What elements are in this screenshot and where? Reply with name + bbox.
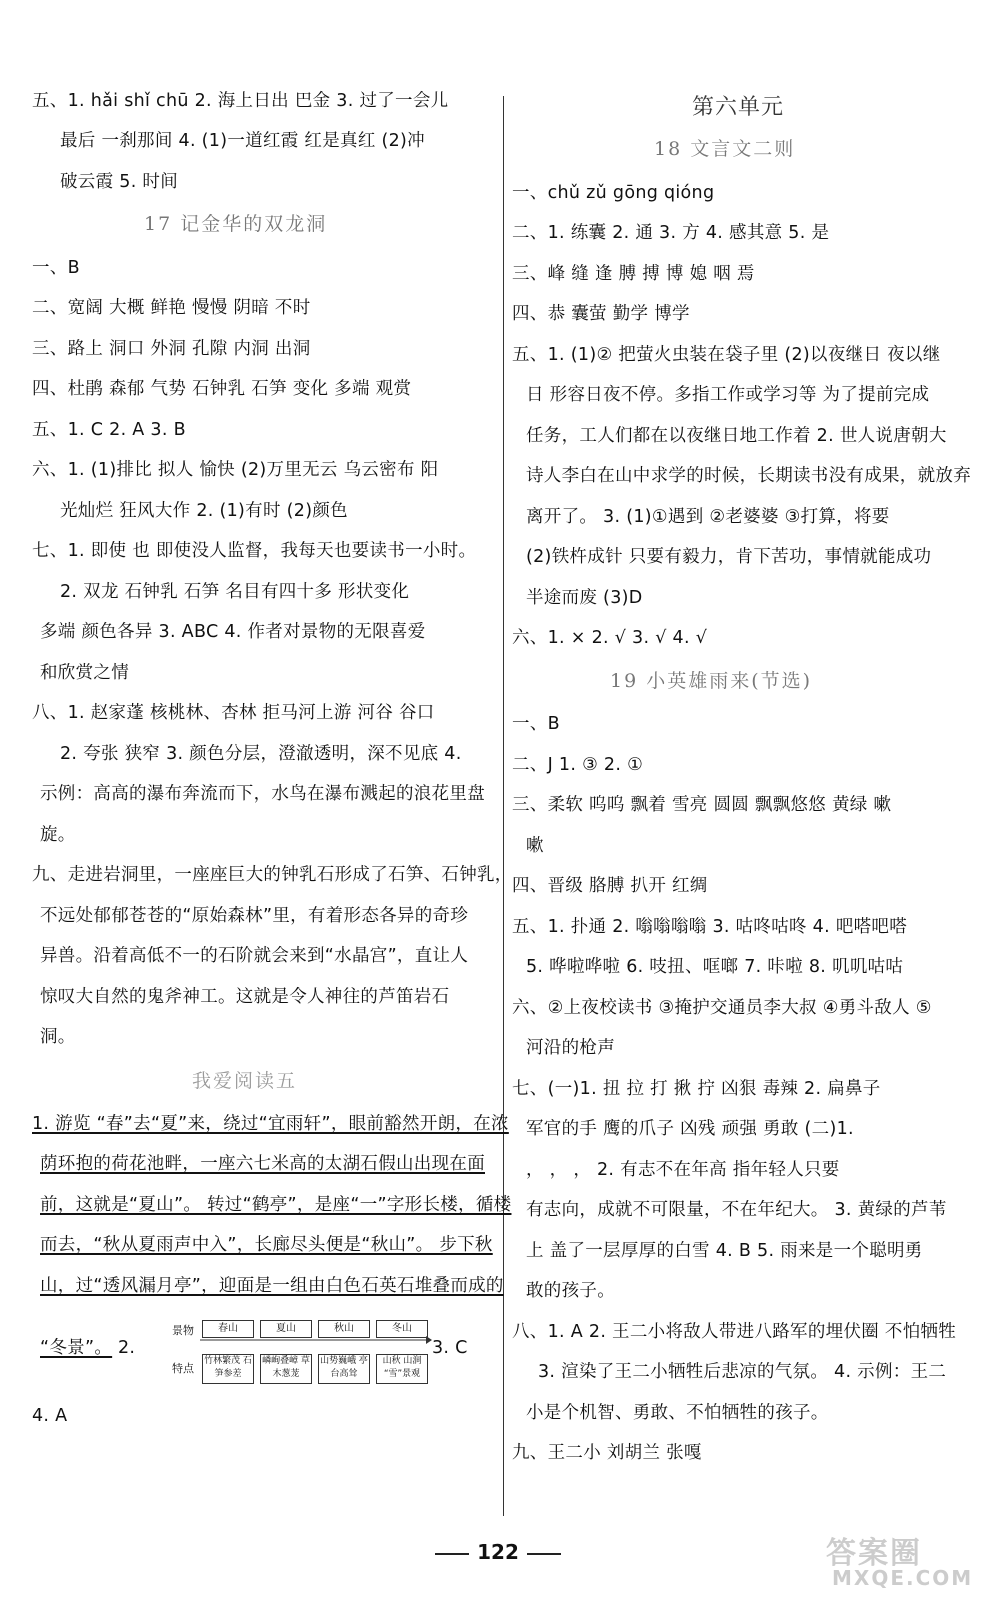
answer-line: 破云霞 5. 时间 <box>60 172 179 192</box>
answer-line: 2. 夸张 狭窄 3. 颜色分层，澄澈透明，深不见底 4. <box>60 744 462 764</box>
lesson-title-19: 19 小英雄雨来(节选) <box>610 670 813 692</box>
diagram-feature-box: 山秋 山涧 “雪”景观 <box>376 1354 428 1384</box>
watermark-text: 答案圈 <box>826 1536 922 1571</box>
answer-line: 六、1. × 2. √ 3. √ 4. √ <box>512 628 708 648</box>
page-number-text: 122 <box>477 1540 519 1564</box>
answer-line: 小是个机智、勇敢、不怕牺牲的孩子。 <box>526 1403 829 1423</box>
answer-line: 军官的手 鹰的爪子 凶残 顽强 勇敢 (二)1. <box>526 1119 854 1139</box>
answer-line: 三、路上 洞口 外洞 孔隙 内洞 出洞 <box>32 339 311 359</box>
answer-line: 光灿烂 狂风大作 2. (1)有时 (2)颜色 <box>60 501 348 521</box>
answer-line: 五、1. hǎi shǐ chū 2. 海上日出 巴金 3. 过了一会儿 <box>32 91 449 111</box>
answer-line: 4. A <box>32 1406 68 1426</box>
diagram-scene-box: 夏山 <box>260 1320 312 1338</box>
answer-line: 二、宽阔 大概 鲜艳 慢慢 阴暗 不时 <box>32 298 311 318</box>
answer-line: 有志向，成就不可限量，不在年纪大。 3. 黄绿的芦苇 <box>526 1200 947 1220</box>
answer-line: 一、chǔ zǔ gōng qióng <box>512 183 715 203</box>
answer-line: 七、(一)1. 扭 拉 打 揪 拧 凶狠 毒辣 2. 扁鼻子 <box>512 1079 881 1099</box>
answer-line: 离开了。 3. (1)①遇到 ②老婆婆 ③打算，将要 <box>526 507 890 527</box>
answer-line: 五、1. C 2. A 3. B <box>32 420 186 440</box>
answer-line: 二、J 1. ③ 2. ① <box>512 755 644 775</box>
answer-line: 前，这就是“夏山”。 转过“鹤亭”，是座“一”字形长楼，循楼 <box>40 1195 512 1215</box>
answer-line: 5. 哗啦哗啦 6. 吱扭、哐啷 7. 咔啦 8. 叽叽咕咕 <box>526 957 904 977</box>
watermark-url: MXQE.COM <box>832 1566 974 1590</box>
diagram-scene-box: 春山 <box>202 1320 254 1338</box>
page-dash <box>527 1553 561 1555</box>
answer-line: 1. 游览 “春”去“夏”来，绕过“宜雨轩”，眼前豁然开朗，在浓 <box>32 1114 509 1134</box>
unit-title: 第六单元 <box>692 95 785 120</box>
diagram-scene-box: 冬山 <box>376 1320 428 1338</box>
answer-line: 异兽。沿着高低不一的石阶就会来到“水晶宫”，直让人 <box>40 946 469 966</box>
watermark-logo <box>818 1528 974 1594</box>
answer-line: 五、1. (1)② 把萤火虫装在袋子里 (2)以夜继日 夜以继 <box>512 345 941 365</box>
answer-line: 2. 双龙 石钟乳 石笋 名目有四十多 形状变化 <box>60 582 410 602</box>
answer-line: 八、1. A 2. 王二小将敌人带进八路军的埋伏圈 不怕牺牲 <box>512 1322 957 1342</box>
page-dash <box>435 1553 469 1555</box>
answer-line: 七、1. 即使 也 即使没人监督，我每天也要读书一小时。 <box>32 541 477 561</box>
answer-line: 任务，工人们都在以夜继日地工作着 2. 世人说唐朝大 <box>526 426 947 446</box>
answer-line: “冬景”。 <box>40 1338 113 1358</box>
answer-line: 最后 一刹那间 4. (1)一道红霞 红是真红 (2)冲 <box>60 131 425 151</box>
answer-line: 和欣赏之情 <box>40 663 129 683</box>
lesson-title-18: 18 文言文二则 <box>654 138 796 160</box>
answer-line: 二、1. 练囊 2. 通 3. 方 4. 感其意 5. 是 <box>512 223 830 243</box>
answer-line: 日 形容日夜不停。多指工作或学习等 为了提前完成 <box>526 385 930 405</box>
answer-line: 多端 颜色各异 3. ABC 4. 作者对景物的无限喜爱 <box>40 622 426 642</box>
answer-line: 敢的孩子。 <box>526 1281 615 1301</box>
diagram-feature-box: 嶙峋叠嶂 草木葱茏 <box>260 1354 312 1384</box>
answer-line: 四、恭 囊萤 勤学 博学 <box>512 304 690 324</box>
answer-line: 九、走进岩洞里，一座座巨大的钟乳石形成了石笋、石钟乳， <box>32 865 513 885</box>
diagram-scene-box: 秋山 <box>318 1320 370 1338</box>
answer-line: 洞。 <box>40 1027 76 1047</box>
answer-line: 旋。 <box>40 825 76 845</box>
answer-line: 3. C <box>432 1338 468 1358</box>
answer-line: 诗人李白在山中求学的时候，长期读书没有成果，就放弃 <box>526 466 971 486</box>
answer-line: (2)铁杵成针 只要有毅力，肯下苦功，事情就能成功 <box>526 547 932 567</box>
answer-line: 而去，“秋从夏雨声中入”，长廊尽头便是“秋山”。 步下秋 <box>40 1235 493 1255</box>
diagram-feature-box: 竹林繁茂 石笋参差 <box>202 1354 254 1384</box>
answer-line: 河沿的枪声 <box>526 1038 615 1058</box>
answer-line: 八、1. 赵家蓬 核桃林、杏林 拒马河上游 河谷 谷口 <box>32 703 435 723</box>
diagram-row-label: 景物 <box>172 1324 194 1337</box>
diagram-row-label: 特点 <box>172 1362 194 1375</box>
answer-line: 四、晋级 胳膊 扒开 红绸 <box>512 876 708 896</box>
answer-line: 惊叹大自然的鬼斧神工。这就是令人神往的芦笛岩石 <box>40 987 450 1007</box>
answer-line: 荫环抱的荷花池畔，一座六七米高的太湖石假山出现在面 <box>40 1154 485 1174</box>
answer-line: 3. 渲染了王二小牺牲后悲凉的气氛。 4. 示例：王二 <box>538 1362 947 1382</box>
answer-line: 一、B <box>32 258 80 278</box>
answer-line: 一、B <box>512 714 560 734</box>
answer-line: 嗽 <box>526 836 544 856</box>
answer-line: 五、1. 扑通 2. 嗡嗡嗡嗡 3. 咕咚咕咚 4. 吧嗒吧嗒 <box>512 917 908 937</box>
answer-line: 不远处郁郁苍苍的“原始森林”里，有着形态各异的奇珍 <box>40 906 469 926</box>
answer-line: 四、杜鹃 森郁 气势 石钟乳 石笋 变化 多端 观赏 <box>32 379 412 399</box>
answer-line: 三、柔软 呜呜 飘着 雪亮 圆圆 飘飘悠悠 黄绿 嗽 <box>512 795 892 815</box>
diagram-feature-box: 山势巍峨 亭台高耸 <box>318 1354 370 1384</box>
answer-line: 九、王二小 刘胡兰 张嘎 <box>512 1443 702 1463</box>
lesson-title-17: 17 记金华的双龙洞 <box>144 213 328 235</box>
answer-line: 六、1. (1)排比 拟人 愉快 (2)万里无云 乌云密布 阳 <box>32 460 439 480</box>
diagram-arrow <box>200 1334 432 1346</box>
scenery-diagram <box>172 1318 432 1390</box>
answer-line: 半途而废 (3)D <box>526 588 643 608</box>
column-divider <box>503 96 504 1516</box>
reading-section-title: 我爱阅读五 <box>192 1070 298 1092</box>
diagram-label: 2. <box>118 1338 136 1358</box>
answer-line: 三、峰 缝 逢 膊 搏 博 媳 咽 焉 <box>512 264 755 284</box>
answer-line: ， ， ， 2. 有志不在年高 指年轻人只要 <box>526 1160 840 1180</box>
answer-line: 六、②上夜校读书 ③掩护交通员李大叔 ④勇斗敌人 ⑤ <box>512 998 932 1018</box>
answer-line: 上 盖了一层厚厚的白雪 4. B 5. 雨来是一个聪明勇 <box>526 1241 923 1261</box>
answer-line: 山，过“透风漏月亭”，迎面是一组由白色石英石堆叠而成的 <box>40 1276 504 1296</box>
answer-line: 示例：高高的瀑布奔流而下，水鸟在瀑布溅起的浪花里盘 <box>40 784 485 804</box>
